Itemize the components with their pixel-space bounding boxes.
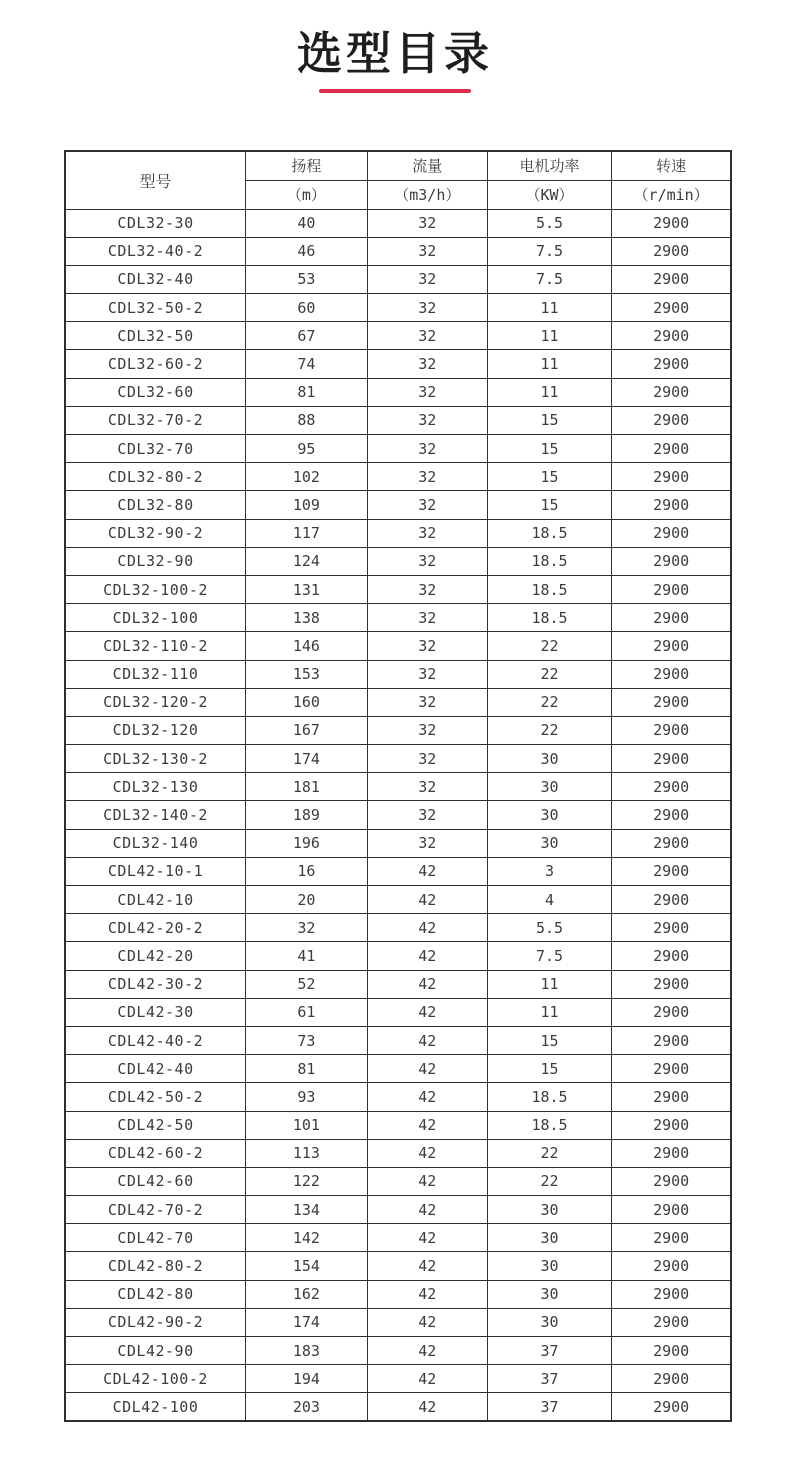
- table-row: [65, 435, 731, 463]
- value-cell: 32: [367, 575, 487, 603]
- model-cell: CDL32-140-2: [65, 801, 245, 829]
- table-row: [65, 688, 731, 716]
- value-cell: 2900: [612, 829, 731, 857]
- model-cell: CDL32-40-2: [65, 237, 245, 265]
- value-cell: 30: [487, 745, 612, 773]
- value-cell: 22: [487, 688, 612, 716]
- value-cell: 4: [487, 886, 612, 914]
- value-cell: 18.5: [487, 604, 612, 632]
- table-row: [65, 1393, 731, 1421]
- value-cell: 60: [245, 294, 367, 322]
- value-cell: 81: [245, 1055, 367, 1083]
- value-cell: 196: [245, 829, 367, 857]
- value-cell: 42: [367, 1026, 487, 1054]
- table-row: [65, 716, 731, 744]
- value-cell: 42: [367, 1139, 487, 1167]
- table-row: [65, 1196, 731, 1224]
- value-cell: 32: [367, 406, 487, 434]
- table-row: [65, 857, 731, 885]
- model-cell: CDL32-30: [65, 209, 245, 237]
- column-header: 流量: [367, 151, 487, 180]
- value-cell: 5.5: [487, 209, 612, 237]
- model-cell: CDL42-80: [65, 1280, 245, 1308]
- value-cell: 160: [245, 688, 367, 716]
- table-row: [65, 1083, 731, 1111]
- value-cell: 32: [367, 716, 487, 744]
- value-cell: 189: [245, 801, 367, 829]
- value-cell: 2900: [612, 575, 731, 603]
- value-cell: 113: [245, 1139, 367, 1167]
- value-cell: 42: [367, 1252, 487, 1280]
- value-cell: 42: [367, 1280, 487, 1308]
- value-cell: 18.5: [487, 519, 612, 547]
- model-cell: CDL32-60-2: [65, 350, 245, 378]
- model-cell: CDL32-130: [65, 773, 245, 801]
- model-cell: CDL42-90-2: [65, 1308, 245, 1336]
- value-cell: 16: [245, 857, 367, 885]
- value-cell: 61: [245, 998, 367, 1026]
- value-cell: 2900: [612, 209, 731, 237]
- value-cell: 2900: [612, 1308, 731, 1336]
- table-row: [65, 350, 731, 378]
- value-cell: 2900: [612, 1196, 731, 1224]
- value-cell: 2900: [612, 773, 731, 801]
- value-cell: 42: [367, 1308, 487, 1336]
- value-cell: 20: [245, 886, 367, 914]
- table-row: [65, 1167, 731, 1195]
- table-row: [65, 1280, 731, 1308]
- model-cell: CDL32-80: [65, 491, 245, 519]
- value-cell: 2900: [612, 914, 731, 942]
- table-row: [65, 773, 731, 801]
- model-cell: CDL32-50: [65, 322, 245, 350]
- model-cell: CDL42-40: [65, 1055, 245, 1083]
- header-label-row: [65, 151, 731, 180]
- value-cell: 11: [487, 294, 612, 322]
- value-cell: 174: [245, 745, 367, 773]
- model-cell: CDL42-40-2: [65, 1026, 245, 1054]
- value-cell: 30: [487, 801, 612, 829]
- value-cell: 88: [245, 406, 367, 434]
- table-row: [65, 745, 731, 773]
- value-cell: 30: [487, 773, 612, 801]
- model-cell: CDL32-70-2: [65, 406, 245, 434]
- value-cell: 32: [367, 773, 487, 801]
- table-row: [65, 1252, 731, 1280]
- value-cell: 5.5: [487, 914, 612, 942]
- value-cell: 2900: [612, 716, 731, 744]
- value-cell: 7.5: [487, 265, 612, 293]
- value-cell: 30: [487, 1308, 612, 1336]
- value-cell: 183: [245, 1337, 367, 1365]
- table-row: [65, 294, 731, 322]
- value-cell: 42: [367, 1224, 487, 1252]
- value-cell: 46: [245, 237, 367, 265]
- table-row: [65, 1111, 731, 1139]
- table-row: [65, 406, 731, 434]
- value-cell: 11: [487, 378, 612, 406]
- value-cell: 42: [367, 1167, 487, 1195]
- value-cell: 203: [245, 1393, 367, 1421]
- value-cell: 2900: [612, 1337, 731, 1365]
- value-cell: 2900: [612, 1280, 731, 1308]
- value-cell: 2900: [612, 1111, 731, 1139]
- table-row: [65, 829, 731, 857]
- value-cell: 2900: [612, 1026, 731, 1054]
- value-cell: 2900: [612, 745, 731, 773]
- value-cell: 174: [245, 1308, 367, 1336]
- value-cell: 22: [487, 1167, 612, 1195]
- value-cell: 30: [487, 1196, 612, 1224]
- value-cell: 2900: [612, 237, 731, 265]
- value-cell: 138: [245, 604, 367, 632]
- model-cell: CDL42-20-2: [65, 914, 245, 942]
- value-cell: 153: [245, 660, 367, 688]
- value-cell: 22: [487, 660, 612, 688]
- table-row: [65, 463, 731, 491]
- value-cell: 2900: [612, 435, 731, 463]
- model-cell: CDL42-70: [65, 1224, 245, 1252]
- value-cell: 30: [487, 829, 612, 857]
- value-cell: 32: [367, 294, 487, 322]
- value-cell: 32: [367, 801, 487, 829]
- value-cell: 30: [487, 1224, 612, 1252]
- value-cell: 2900: [612, 688, 731, 716]
- value-cell: 22: [487, 1139, 612, 1167]
- value-cell: 2900: [612, 632, 731, 660]
- value-cell: 167: [245, 716, 367, 744]
- model-cell: CDL32-140: [65, 829, 245, 857]
- value-cell: 2900: [612, 660, 731, 688]
- value-cell: 32: [367, 322, 487, 350]
- value-cell: 42: [367, 914, 487, 942]
- model-cell: CDL42-10-1: [65, 857, 245, 885]
- column-unit: （KW）: [487, 180, 612, 209]
- table-row: [65, 1308, 731, 1336]
- value-cell: 32: [367, 435, 487, 463]
- value-cell: 81: [245, 378, 367, 406]
- table-row: [65, 237, 731, 265]
- column-header-model: 型号: [65, 151, 245, 209]
- model-cell: CDL42-60-2: [65, 1139, 245, 1167]
- value-cell: 42: [367, 886, 487, 914]
- value-cell: 7.5: [487, 237, 612, 265]
- value-cell: 22: [487, 716, 612, 744]
- model-cell: CDL32-120-2: [65, 688, 245, 716]
- model-cell: CDL42-20: [65, 942, 245, 970]
- model-cell: CDL32-110-2: [65, 632, 245, 660]
- table-row: [65, 970, 731, 998]
- table-row: [65, 660, 731, 688]
- value-cell: 2900: [612, 857, 731, 885]
- value-cell: 15: [487, 435, 612, 463]
- model-cell: CDL42-30-2: [65, 970, 245, 998]
- value-cell: 18.5: [487, 1111, 612, 1139]
- column-header: 扬程: [245, 151, 367, 180]
- value-cell: 2900: [612, 1055, 731, 1083]
- table-row: [65, 519, 731, 547]
- column-header: 转速: [612, 151, 731, 180]
- value-cell: 109: [245, 491, 367, 519]
- table-row: [65, 1055, 731, 1083]
- table-row: [65, 491, 731, 519]
- value-cell: 2900: [612, 265, 731, 293]
- value-cell: 124: [245, 547, 367, 575]
- model-cell: CDL42-10: [65, 886, 245, 914]
- table-row: [65, 886, 731, 914]
- model-cell: CDL32-100: [65, 604, 245, 632]
- value-cell: 11: [487, 350, 612, 378]
- model-cell: CDL42-70-2: [65, 1196, 245, 1224]
- value-cell: 93: [245, 1083, 367, 1111]
- value-cell: 15: [487, 1055, 612, 1083]
- model-cell: CDL32-110: [65, 660, 245, 688]
- value-cell: 2900: [612, 519, 731, 547]
- value-cell: 42: [367, 1337, 487, 1365]
- value-cell: 32: [367, 378, 487, 406]
- table-row: [65, 801, 731, 829]
- value-cell: 32: [367, 660, 487, 688]
- column-unit: （r/min）: [612, 180, 731, 209]
- value-cell: 52: [245, 970, 367, 998]
- value-cell: 142: [245, 1224, 367, 1252]
- selection-table-container: [64, 150, 732, 1422]
- value-cell: 2900: [612, 998, 731, 1026]
- value-cell: 2900: [612, 1167, 731, 1195]
- value-cell: 42: [367, 970, 487, 998]
- value-cell: 2900: [612, 406, 731, 434]
- value-cell: 18.5: [487, 1083, 612, 1111]
- value-cell: 42: [367, 1365, 487, 1393]
- table-row: [65, 378, 731, 406]
- value-cell: 32: [367, 237, 487, 265]
- value-cell: 37: [487, 1393, 612, 1421]
- model-cell: CDL32-60: [65, 378, 245, 406]
- table-body: [65, 209, 731, 1421]
- column-unit: （m）: [245, 180, 367, 209]
- value-cell: 15: [487, 1026, 612, 1054]
- value-cell: 181: [245, 773, 367, 801]
- page-title: 选型目录: [296, 27, 493, 80]
- value-cell: 2900: [612, 970, 731, 998]
- value-cell: 32: [367, 265, 487, 293]
- value-cell: 2900: [612, 547, 731, 575]
- value-cell: 15: [487, 463, 612, 491]
- value-cell: 40: [245, 209, 367, 237]
- value-cell: 32: [367, 829, 487, 857]
- value-cell: 2900: [612, 1365, 731, 1393]
- value-cell: 102: [245, 463, 367, 491]
- model-cell: CDL32-70: [65, 435, 245, 463]
- table-row: [65, 632, 731, 660]
- table-row: [65, 1224, 731, 1252]
- value-cell: 2900: [612, 463, 731, 491]
- value-cell: 2900: [612, 378, 731, 406]
- model-cell: CDL32-50-2: [65, 294, 245, 322]
- model-cell: CDL32-100-2: [65, 575, 245, 603]
- table-row: [65, 1337, 731, 1365]
- value-cell: 22: [487, 632, 612, 660]
- value-cell: 32: [367, 463, 487, 491]
- value-cell: 7.5: [487, 942, 612, 970]
- table-row: [65, 914, 731, 942]
- selection-table: [64, 150, 732, 1422]
- value-cell: 122: [245, 1167, 367, 1195]
- value-cell: 194: [245, 1365, 367, 1393]
- value-cell: 2900: [612, 491, 731, 519]
- value-cell: 11: [487, 998, 612, 1026]
- table-row: [65, 209, 731, 237]
- value-cell: 42: [367, 1111, 487, 1139]
- value-cell: 3: [487, 857, 612, 885]
- value-cell: 32: [367, 688, 487, 716]
- model-cell: CDL42-80-2: [65, 1252, 245, 1280]
- column-unit: （m3/h）: [367, 180, 487, 209]
- value-cell: 11: [487, 970, 612, 998]
- value-cell: 42: [367, 1393, 487, 1421]
- value-cell: 37: [487, 1365, 612, 1393]
- model-cell: CDL32-90: [65, 547, 245, 575]
- model-cell: CDL32-40: [65, 265, 245, 293]
- model-cell: CDL32-90-2: [65, 519, 245, 547]
- value-cell: 30: [487, 1280, 612, 1308]
- value-cell: 32: [367, 519, 487, 547]
- model-cell: CDL32-130-2: [65, 745, 245, 773]
- value-cell: 11: [487, 322, 612, 350]
- model-cell: CDL32-120: [65, 716, 245, 744]
- model-cell: CDL42-100-2: [65, 1365, 245, 1393]
- value-cell: 42: [367, 1055, 487, 1083]
- value-cell: 32: [245, 914, 367, 942]
- model-cell: CDL42-60: [65, 1167, 245, 1195]
- value-cell: 2900: [612, 1252, 731, 1280]
- value-cell: 131: [245, 575, 367, 603]
- value-cell: 117: [245, 519, 367, 547]
- value-cell: 42: [367, 1083, 487, 1111]
- value-cell: 74: [245, 350, 367, 378]
- table-row: [65, 547, 731, 575]
- value-cell: 32: [367, 209, 487, 237]
- value-cell: 2900: [612, 1139, 731, 1167]
- value-cell: 30: [487, 1252, 612, 1280]
- value-cell: 2900: [612, 604, 731, 632]
- value-cell: 2900: [612, 294, 731, 322]
- value-cell: 32: [367, 491, 487, 519]
- value-cell: 162: [245, 1280, 367, 1308]
- value-cell: 41: [245, 942, 367, 970]
- value-cell: 95: [245, 435, 367, 463]
- value-cell: 154: [245, 1252, 367, 1280]
- value-cell: 37: [487, 1337, 612, 1365]
- table-row: [65, 942, 731, 970]
- value-cell: 42: [367, 998, 487, 1026]
- title-accent-underline: [319, 89, 471, 93]
- value-cell: 42: [367, 857, 487, 885]
- column-header: 电机功率: [487, 151, 612, 180]
- value-cell: 42: [367, 1196, 487, 1224]
- model-cell: CDL32-80-2: [65, 463, 245, 491]
- value-cell: 18.5: [487, 547, 612, 575]
- value-cell: 2900: [612, 1393, 731, 1421]
- value-cell: 134: [245, 1196, 367, 1224]
- value-cell: 2900: [612, 1224, 731, 1252]
- value-cell: 146: [245, 632, 367, 660]
- value-cell: 32: [367, 604, 487, 632]
- value-cell: 32: [367, 350, 487, 378]
- table-row: [65, 1026, 731, 1054]
- table-row: [65, 998, 731, 1026]
- value-cell: 32: [367, 745, 487, 773]
- table-header: [65, 151, 731, 209]
- value-cell: 67: [245, 322, 367, 350]
- value-cell: 15: [487, 406, 612, 434]
- value-cell: 2900: [612, 1083, 731, 1111]
- value-cell: 2900: [612, 886, 731, 914]
- value-cell: 42: [367, 942, 487, 970]
- table-row: [65, 1139, 731, 1167]
- value-cell: 53: [245, 265, 367, 293]
- value-cell: 2900: [612, 322, 731, 350]
- model-cell: CDL42-50: [65, 1111, 245, 1139]
- value-cell: 2900: [612, 942, 731, 970]
- model-cell: CDL42-90: [65, 1337, 245, 1365]
- value-cell: 32: [367, 547, 487, 575]
- value-cell: 2900: [612, 801, 731, 829]
- model-cell: CDL42-30: [65, 998, 245, 1026]
- value-cell: 18.5: [487, 575, 612, 603]
- model-cell: CDL42-100: [65, 1393, 245, 1421]
- table-row: [65, 265, 731, 293]
- table-row: [65, 1365, 731, 1393]
- value-cell: 2900: [612, 350, 731, 378]
- value-cell: 15: [487, 491, 612, 519]
- value-cell: 73: [245, 1026, 367, 1054]
- table-row: [65, 575, 731, 603]
- value-cell: 101: [245, 1111, 367, 1139]
- value-cell: 32: [367, 632, 487, 660]
- table-row: [65, 604, 731, 632]
- table-row: [65, 322, 731, 350]
- model-cell: CDL42-50-2: [65, 1083, 245, 1111]
